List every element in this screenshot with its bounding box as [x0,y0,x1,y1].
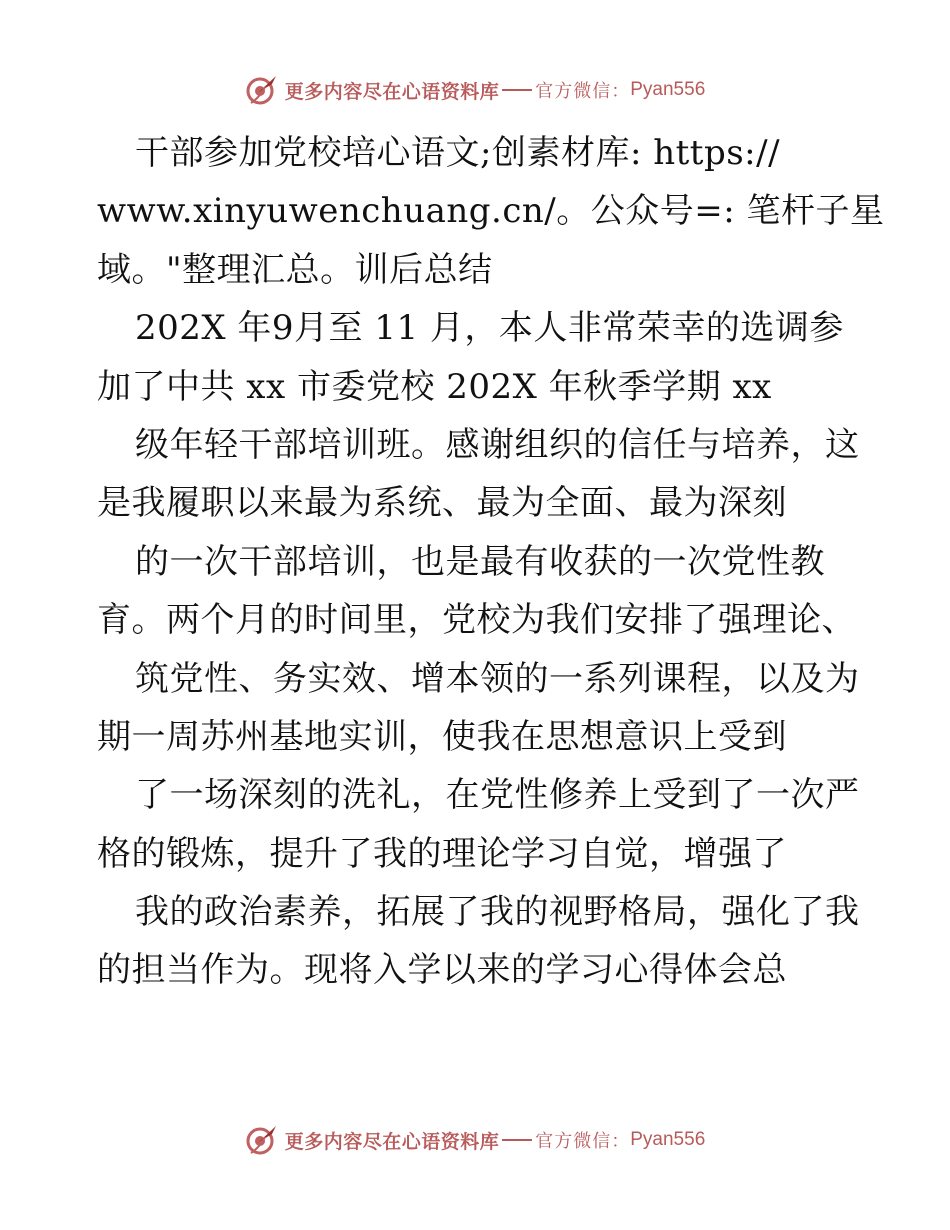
text-line: 干部参加党校培心语文;创素材库: https:// [135,133,781,173]
banner-title: 更多内容尽在心语资料库 [284,1130,500,1153]
banner-title: 更多内容尽在心语资料库 [284,80,500,103]
text-line: 加了中共 xx 市委党校 202X 年秋季学期 xx [97,366,772,407]
footer-banner [0,1120,950,1160]
text-line: 了一场深刻的洗礼，在党性修养上受到了一次严 [135,775,860,816]
text-line: 育。两个月的时间里，党校为我们安排了强理论、 [97,600,856,641]
text-line: 级年轻干部培训班。感谢组织的信任与培养，这 [135,424,860,465]
text-line: www.xinyuwenchuang.cn/。公众号=: 笔杆子星 [97,191,885,232]
text-line: 的担当作为。现将入学以来的学习心得体会总 [97,950,787,991]
text-line: 我的政治素养，拓展了我的视野格局，强化了我 [135,892,860,933]
banner-wechat-label: 官方微信： [535,1131,631,1152]
banner-wechat-handle: Pyan556 [630,79,706,100]
text-line: 格的锻炼，提升了我的理论学习自觉，增强了 [97,833,787,874]
document-body [97,124,885,1000]
text-line: 202X 年9月至 11 月，本人非常荣幸的选调参 [135,308,844,349]
banner-dash [502,1139,532,1141]
text-line: 域。"整理汇总。训后总结 [97,249,493,290]
header-banner [0,70,950,110]
text-line: 期一周苏州基地实训，使我在思想意识上受到 [97,716,787,757]
text-line: 筑党性、务实效、增本领的一系列课程，以及为 [135,658,860,699]
banner-wechat-label: 官方微信： [535,81,631,102]
quill-logo-icon [245,1123,279,1157]
text-line: 是我履职以来最为系统、最为全面、最为深刻 [97,483,787,524]
banner-dash [502,89,532,91]
banner-wechat-handle: Pyan556 [630,1129,706,1150]
quill-logo-icon [245,73,279,107]
text-line: 的一次干部培训，也是最有收获的一次党性教 [135,541,825,582]
